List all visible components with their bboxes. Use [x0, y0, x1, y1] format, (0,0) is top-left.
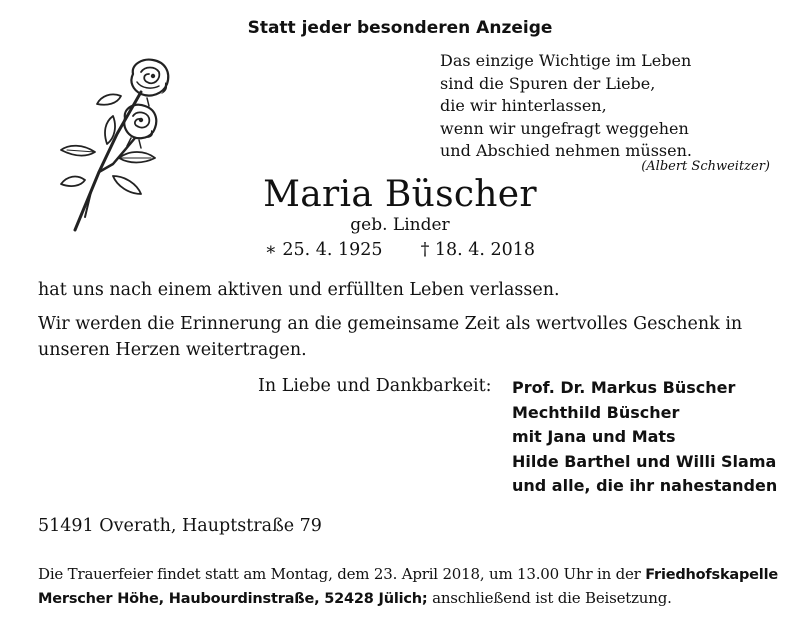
quote-line: sind die Spuren der Liebe,: [440, 73, 656, 93]
memory-text: Wir werden die Erinnerung an die gemeinsame Zeit als wertvolles Geschenk in unseren Herzen weitertragen.: [38, 314, 743, 360]
quote-author: (Albert Schweitzer): [641, 159, 770, 174]
birth-date: ∗ 25. 4. 1925: [264, 240, 383, 260]
address: 51491 Overath, Hauptstraße 79: [38, 516, 322, 536]
quote-line: die wir hinterlassen,: [440, 96, 607, 115]
announcement-header: Statt jeder besonderen Anzeige: [247, 18, 553, 38]
maiden-name: geb. Linder: [350, 215, 450, 235]
mourner-name: Mechthild Büscher: [512, 402, 680, 422]
mourner-name: und alle, die ihr nahestanden: [512, 476, 778, 495]
mourners-list: [512, 376, 777, 499]
quote-line: wenn wir ungefragt weggehen: [440, 118, 689, 138]
funeral-text-end: anschließend ist die Beisetzung.: [427, 589, 672, 607]
death-date: † 18. 4. 2018: [420, 240, 536, 260]
quote-line: und Abschied nehmen müssen.: [440, 141, 692, 160]
mourners-intro: In Liebe und Dankbarkeit:: [258, 376, 492, 396]
funeral-info: [38, 563, 778, 611]
mourner-name: Hilde Barthel und Willi Slama: [512, 451, 777, 471]
passing-text: hat uns nach einem aktiven und erfüllten Leben verlassen.: [38, 280, 560, 300]
funeral-location: Friedhofskapelle Merscher Höhe, Haubourdinstraße, 52428 Jülich;: [38, 567, 778, 607]
deceased-name: Maria Büscher: [263, 174, 537, 215]
mourner-name: Prof. Dr. Markus Büscher: [512, 378, 736, 397]
quote-block: [440, 50, 692, 163]
mourner-name: mit Jana und Mats: [512, 427, 676, 446]
life-dates: [0, 240, 800, 260]
quote-line: Das einzige Wichtige im Leben: [440, 51, 692, 70]
funeral-text: Die Trauerfeier findet statt am Montag, dem 23. April 2018, um 13.00 Uhr in der: [38, 565, 646, 583]
